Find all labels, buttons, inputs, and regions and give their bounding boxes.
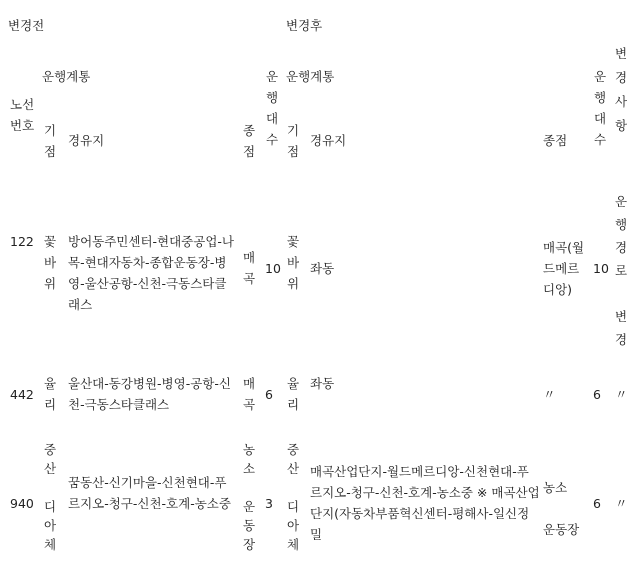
route-number: 442	[10, 387, 34, 402]
count-after: 10	[593, 261, 609, 276]
count-after: 6	[593, 496, 601, 511]
end-before: 농 소 운 동 장	[242, 442, 256, 552]
header-start-after: 기 점	[286, 123, 300, 159]
end-after: 농소 운동장	[543, 480, 580, 537]
end-after: 매곡(월드메르디앙)	[543, 240, 585, 297]
header-count-before: 운 행 대 수	[265, 69, 279, 147]
end-before: 매 곡	[242, 376, 256, 412]
count-before: 3	[265, 496, 273, 511]
header-change: 변 경 사 항	[614, 46, 628, 133]
header-after: 변경후	[286, 18, 323, 33]
count-after: 6	[593, 387, 601, 402]
header-route-number: 노선 번호	[10, 97, 35, 133]
via-before: 꿈동산-신기마을-신천현대-푸르지오-청구-신천-호계-농소중	[68, 475, 231, 511]
change-note: 〃	[615, 496, 628, 511]
via-after: 좌동	[310, 376, 335, 391]
change-note: 〃	[615, 387, 628, 402]
via-after: 매곡산업단지-월드메르디앙-신천현대-푸르지오-청구-신천-호계-농소중 ※ 매곡산업단지(자동차부품혁신센터-평해사-일신정밀	[310, 464, 540, 542]
start-before: 중 산 디 아 체	[43, 442, 57, 552]
route-number: 122	[10, 234, 34, 249]
start-before: 꽃 바 위	[43, 234, 57, 291]
start-after: 꽃 바 위	[286, 234, 300, 291]
end-after: 〃	[543, 387, 556, 402]
start-before: 율 리	[43, 376, 57, 412]
count-before: 6	[265, 387, 273, 402]
via-before: 울산대-동강병원-병영-공항-신천-극동스타클래스	[68, 376, 231, 412]
change-note: 운 행 경 로 변 경	[614, 194, 628, 347]
route-number: 940	[10, 496, 34, 511]
header-route-system-after: 운행계통	[286, 69, 335, 84]
header-via-after: 경유지	[310, 133, 347, 148]
header-count-after: 운 행 대 수	[593, 69, 607, 147]
start-after: 중 산 디 아 체	[286, 442, 300, 552]
header-via-before: 경유지	[68, 133, 105, 148]
via-after: 좌동	[310, 261, 335, 276]
start-after: 율 리	[286, 376, 300, 412]
header-end-before: 종 점	[242, 123, 256, 159]
via-before: 방어동주민센터-현대중공업-나목-현대자동차-종합운동장-병영-울산공항-신천-극동스타클래스	[68, 234, 234, 312]
header-route-system-before: 운행계통	[42, 69, 91, 84]
header-start-before: 기 점	[43, 123, 57, 159]
header-end-after: 종점	[543, 133, 568, 148]
count-before: 10	[265, 261, 281, 276]
end-before: 매 곡	[242, 250, 256, 286]
header-before: 변경전	[8, 18, 45, 33]
